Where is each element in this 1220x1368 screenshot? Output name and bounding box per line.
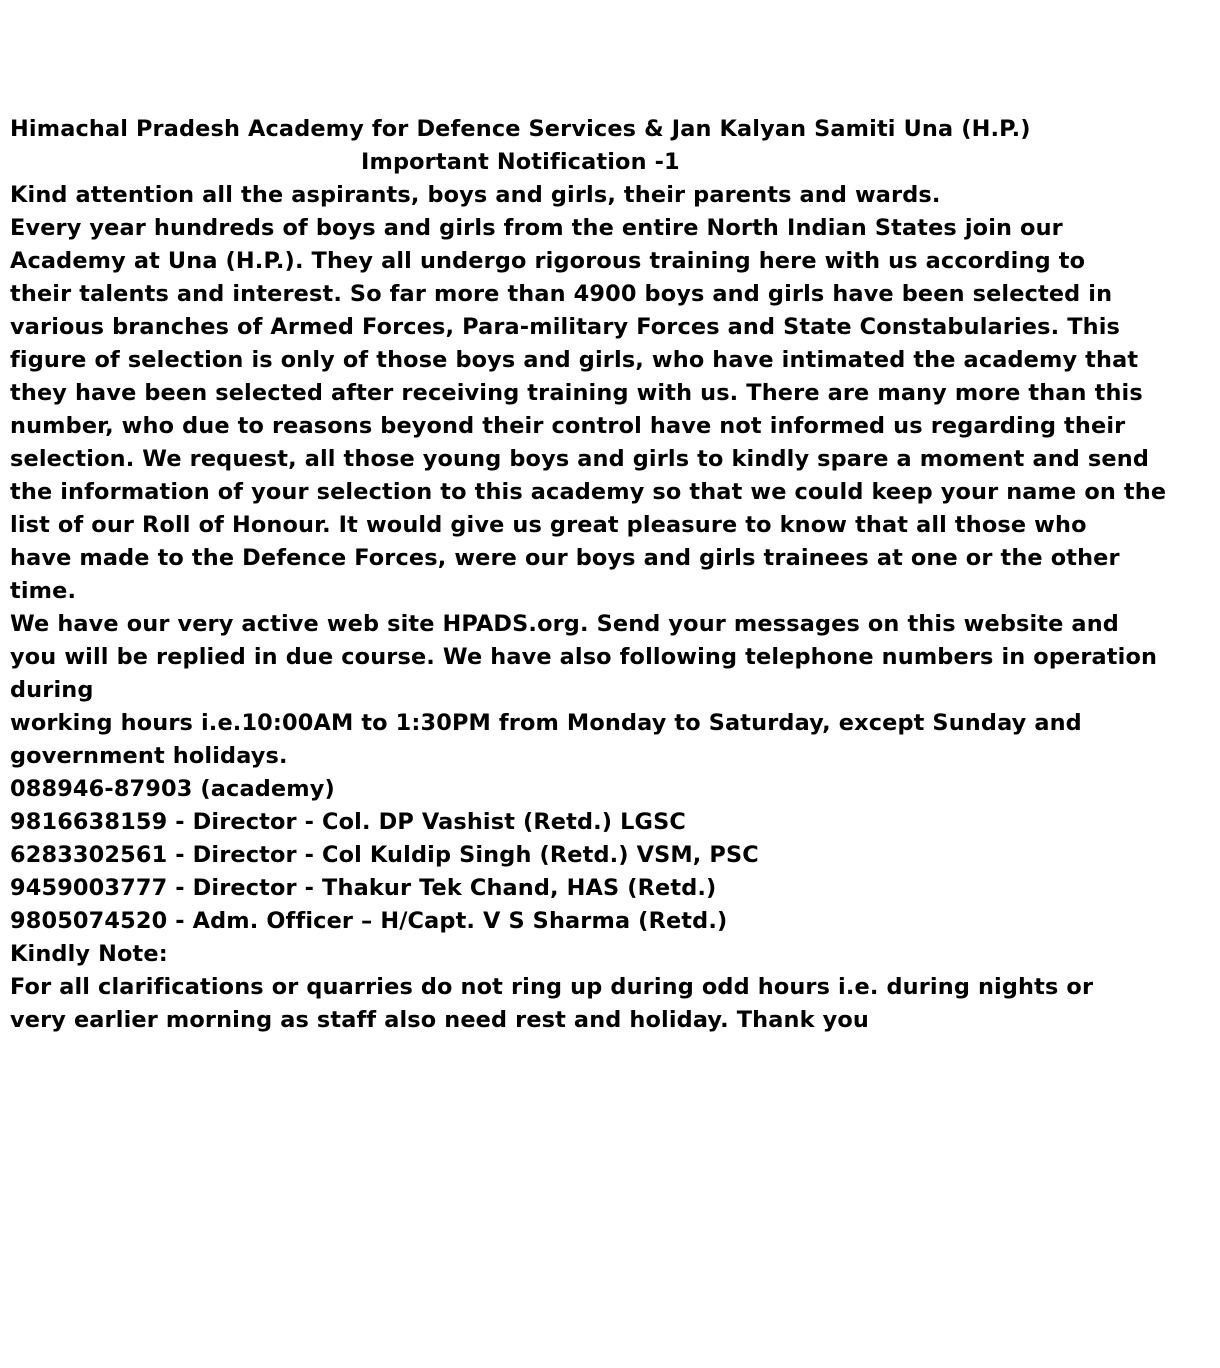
body-line: list of our Roll of Honour. It would give us great pleasure to know that all those who [10,512,1087,538]
body-line: Academy at Una (H.P.). They all undergo rigorous training here with us according to [10,248,1086,274]
body-line: working hours i.e.10:00AM to 1:30PM from Monday to Saturday, except Sunday and [10,710,1082,736]
body-line: We have our very active web site HPADS.org. Send your messages on this website and [10,611,1119,637]
body-line: the information of your selection to this academy so that we could keep your name on the [10,479,1167,505]
note-line: For all clarifications or quarries do not ring up during odd hours i.e. during nights or [10,974,1094,1000]
notification-title: Important Notification -1 [361,149,680,175]
body-line: Every year hundreds of boys and girls from the entire North Indian States join our [10,215,1063,241]
body-line: have made to the Defence Forces, were our boys and girls trainees at one or the other [10,545,1120,571]
body-line: their talents and interest. So far more than 4900 boys and girls have been selected in [10,281,1113,307]
body-line: they have been selected after receiving training with us. There are many more than this [10,380,1143,406]
contact-adm-officer: 9805074520 - Adm. Officer – H/Capt. V S Sharma (Retd.) [10,908,728,934]
notification-body [10,179,1215,773]
body-line: government holidays. [10,743,288,769]
note-line: very earlier morning as staff also need rest and holiday. Thank you [10,1007,869,1033]
body-line: Kind attention all the aspirants, boys and girls, their parents and wards. [10,182,941,208]
contact-academy: 088946-87903 (academy) [10,776,335,802]
body-line: time. [10,578,77,604]
body-line: selection. We request, all those young boys and girls to kindly spare a moment and send [10,446,1149,472]
kindly-note [10,938,1215,1037]
contact-director-tek-chand: 9459003777 - Director - Thakur Tek Chand, HAS (Retd.) [10,875,717,901]
contact-director-kuldip-singh: 6283302561 - Director - Col Kuldip Singh (Retd.) VSM, PSC [10,842,759,868]
note-heading: Kindly Note: [10,941,168,967]
org-title: Himachal Pradesh Academy for Defence Services & Jan Kalyan Samiti Una (H.P.) [10,116,1031,142]
body-line: various branches of Armed Forces, Para-military Forces and State Constabularies. This [10,314,1121,340]
contact-list [10,773,1215,938]
notification-document [10,113,1215,1037]
body-line: during [10,677,94,703]
body-line: figure of selection is only of those boys and girls, who have intimated the academy that [10,347,1139,373]
contact-director-vashist: 9816638159 - Director - Col. DP Vashist (Retd.) LGSC [10,809,686,835]
body-line: number, who due to reasons beyond their control have not informed us regarding their [10,413,1126,439]
body-line: you will be replied in due course. We have also following telephone numbers in operation [10,644,1158,670]
